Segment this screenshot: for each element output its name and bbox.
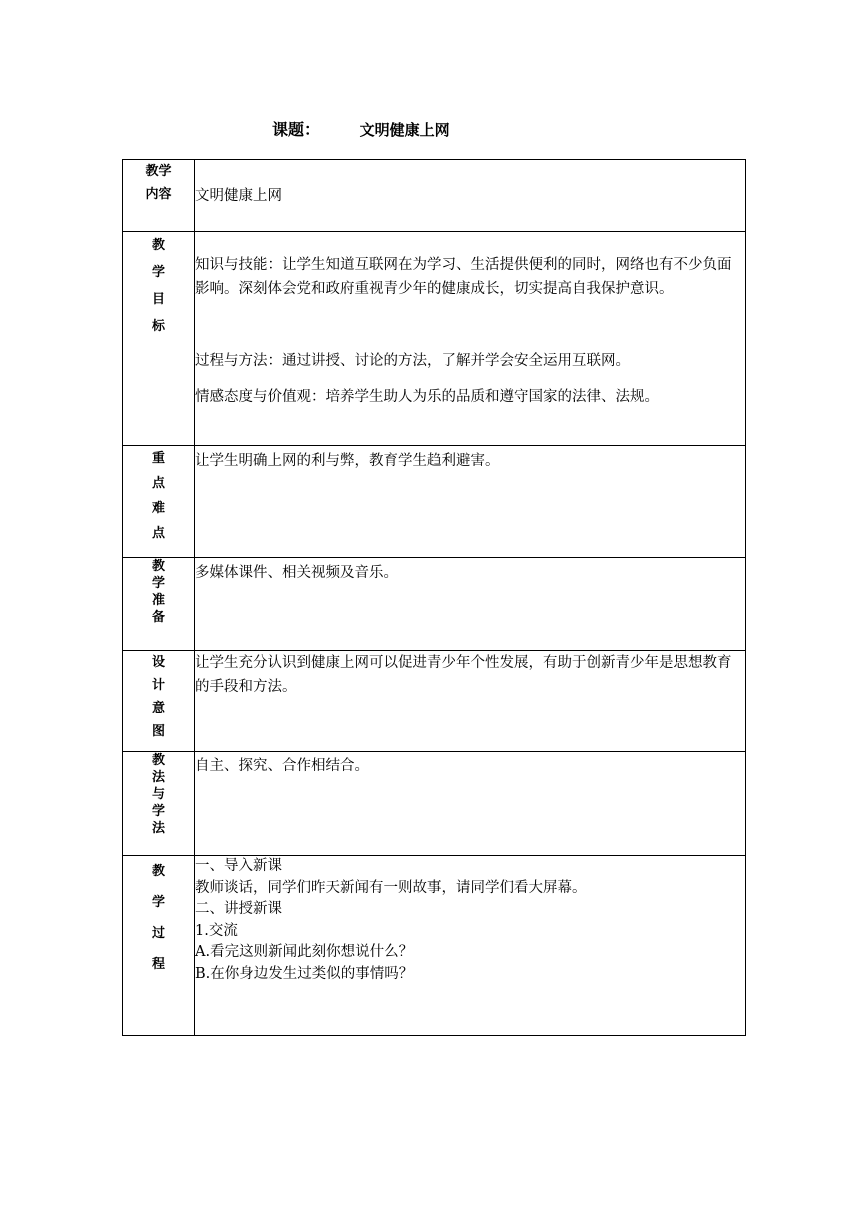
heading-methods: 教 法 与 学 法	[123, 752, 195, 856]
design-intent-text: 让学生充分认识到健康上网可以促进青少年个性发展，有助于创新青少年是思想教育的手段和方法。	[195, 651, 746, 752]
row-content	[123, 160, 746, 232]
methods-text: 自主、探究、合作相结合。	[195, 752, 746, 856]
process-cell	[195, 856, 746, 1036]
heading-content: 教学 内容	[123, 160, 195, 232]
row-methods	[123, 752, 746, 856]
title-topic: 文明健康上网	[359, 121, 450, 139]
row-design-intent	[123, 651, 746, 752]
page-title	[272, 117, 450, 140]
goals-cell	[195, 232, 746, 446]
goal-process: 过程与方法：通过讲授、讨论的方法，了解并学会安全运用互联网。	[195, 353, 630, 369]
process-line: 1.交流	[195, 922, 238, 939]
goal-attitude: 情感态度与价值观：培养学生助人为乐的品质和遵守国家的法律、法规。	[195, 389, 659, 405]
heading-design-intent: 设 计 意 图	[123, 651, 195, 752]
heading-preparation: 教 学 准 备	[123, 558, 195, 651]
process-line: A.看完这则新闻此刻你想说什么？	[195, 944, 414, 960]
process-line: 一、导入新课	[195, 858, 282, 874]
row-preparation	[123, 558, 746, 651]
heading-goals: 教 学 目 标	[123, 232, 195, 446]
content-text: 文明健康上网	[195, 160, 746, 232]
preparation-text: 多媒体课件、相关视频及音乐。	[195, 558, 746, 651]
row-key-points	[123, 446, 746, 558]
process-line: 二、讲授新课	[195, 901, 282, 917]
goal-knowledge: 知识与技能：让学生知道互联网在为学习、生活提供便利的同时，网络也有不少负面影响。深刻体会党和政府重视青少年的健康成长，切实提高自我保护意识。	[195, 257, 732, 297]
heading-process: 教 学 过 程	[123, 856, 195, 1036]
row-goals	[123, 232, 746, 446]
heading-key-points: 重 点 难 点	[123, 446, 195, 558]
row-process	[123, 856, 746, 1036]
lesson-plan-table	[122, 159, 746, 1036]
key-points-text: 让学生明确上网的利与弊，教育学生趋利避害。	[195, 446, 746, 558]
process-line: 教师谈话，同学们昨天新闻有一则故事，请同学们看大屏幕。	[195, 879, 587, 896]
process-line: B.在你身边发生过类似的事情吗？	[195, 965, 414, 982]
title-label: 课题：	[272, 120, 321, 139]
